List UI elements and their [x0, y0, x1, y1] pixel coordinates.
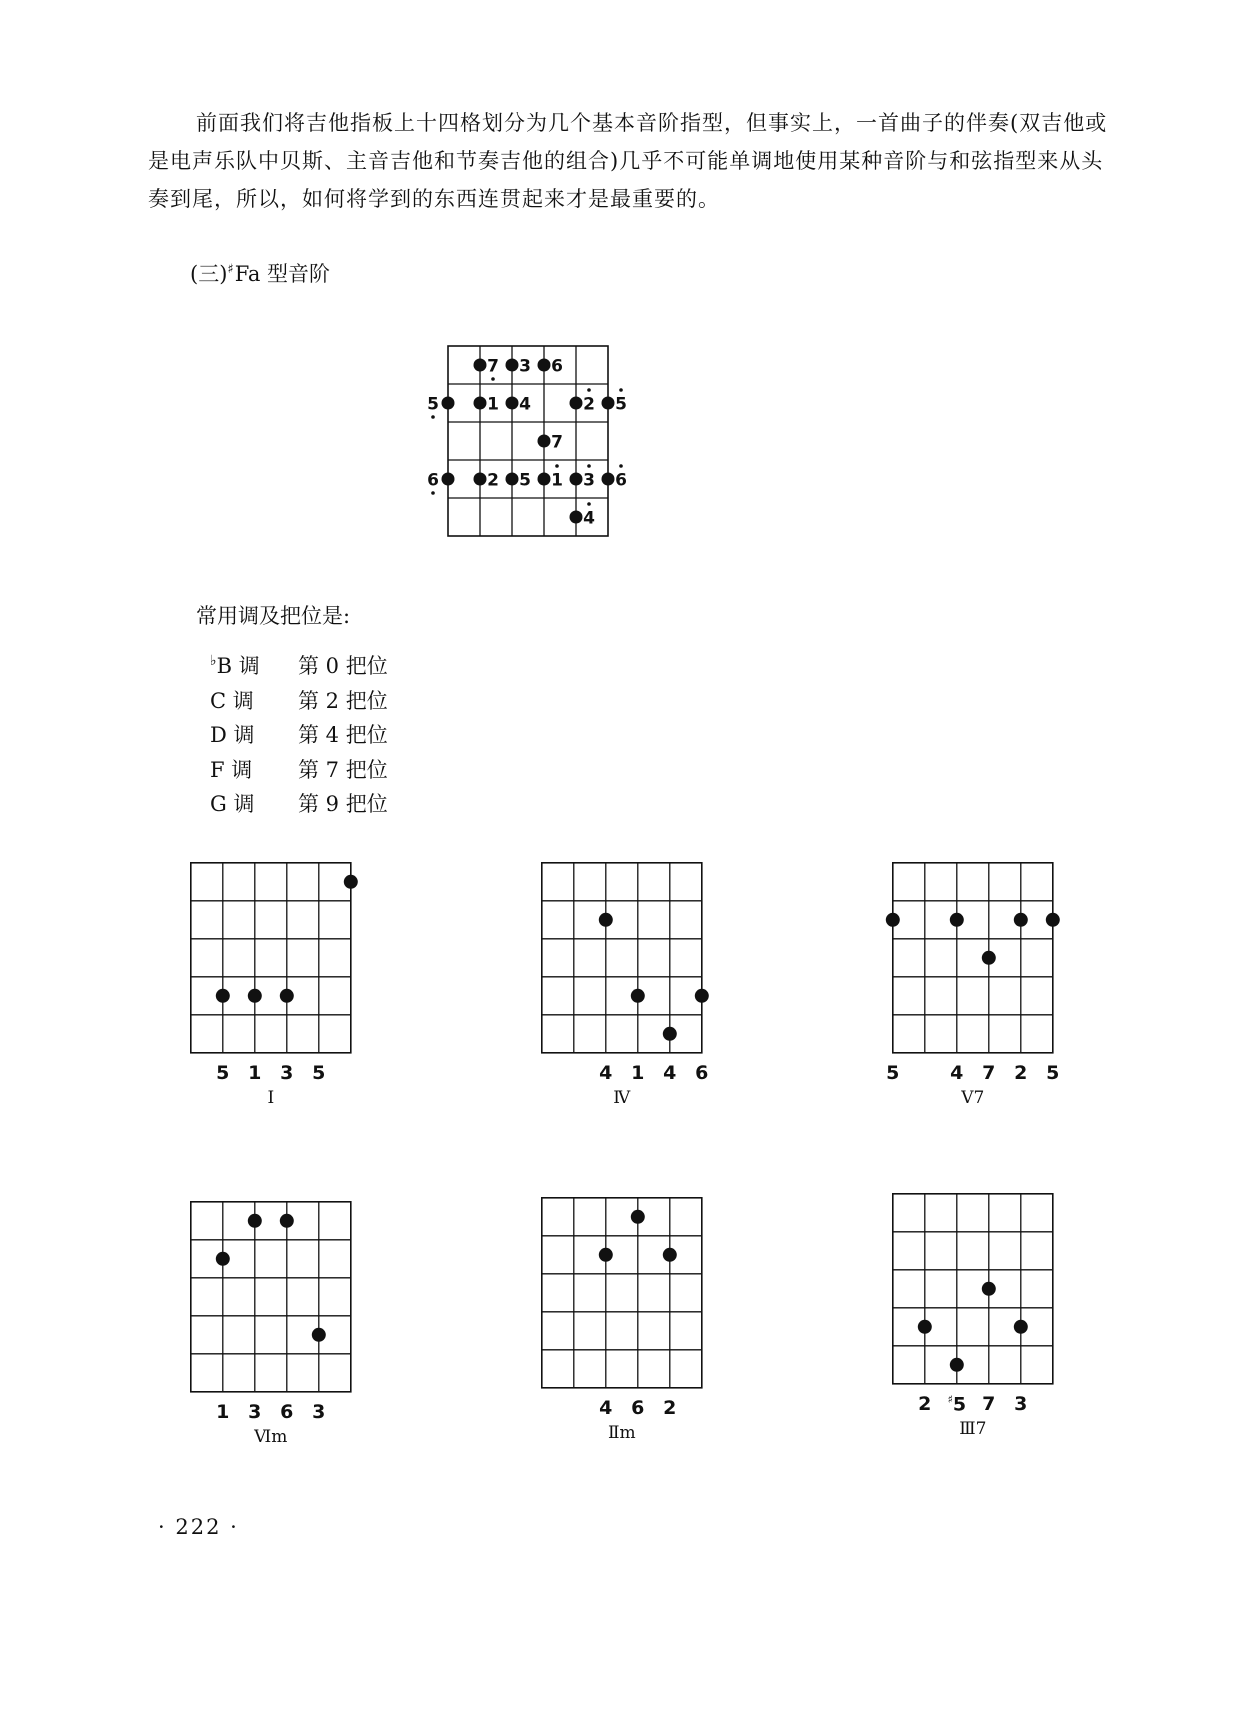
- chord-grid-frame: [191, 863, 351, 1053]
- octave-dot-above: [587, 388, 591, 392]
- chord-finger-dot: [1014, 913, 1028, 927]
- chord-grid-svg: [190, 862, 390, 1062]
- chord-name: V7: [961, 1088, 985, 1108]
- key-name: D 调: [210, 723, 255, 747]
- chord-finger-dot: [312, 1328, 326, 1342]
- scale-note-dot: [506, 397, 519, 410]
- section-title: [190, 258, 330, 288]
- chord-note-number: 1: [216, 1401, 230, 1423]
- chord-name: Ⅳ: [613, 1088, 631, 1108]
- chord-finger-dot: [280, 989, 294, 1003]
- octave-dot-below: [431, 491, 435, 495]
- octave-dot-above: [587, 502, 591, 506]
- chord-grid-svg: [190, 1201, 390, 1401]
- octave-dot-below: [491, 377, 495, 381]
- scale-note-label: 1: [487, 394, 499, 415]
- chord-grid-svg: [541, 862, 741, 1062]
- chord-note-number: 1: [248, 1062, 262, 1084]
- chord-note-number: 6: [695, 1062, 709, 1084]
- scale-note-label: 1: [551, 470, 563, 491]
- page-number: · 222 ·: [158, 1515, 239, 1539]
- chord-finger-dot: [886, 913, 900, 927]
- octave-dot-above: [619, 464, 623, 468]
- chord-finger-dot: [248, 1214, 262, 1228]
- common-keys-title: 常用调及把位是:: [196, 604, 351, 628]
- chord-note-number: 6: [631, 1397, 645, 1419]
- key-position-item: [210, 782, 388, 817]
- chord-finger-dot: [216, 989, 230, 1003]
- intro-paragraph: 前面我们将吉他指板上十四格划分为几个基本音阶指型，但事实上，一首曲子的伴奏(双吉他或是电声乐队中贝斯、主音吉他和节奏吉他的组合)几乎不可能单调地使用某种音阶与和弦指型来从头奏到尾，所以，如何将学到的东西连贯起来才是最重要的。: [148, 111, 1108, 211]
- scale-note-label: 7: [487, 356, 499, 377]
- chord-note-number: 3: [248, 1401, 262, 1423]
- chord-finger-dot: [950, 913, 964, 927]
- scale-note-dot: [506, 359, 519, 372]
- chord-note-number: 2: [918, 1393, 932, 1415]
- chord-note-number: 2: [663, 1397, 677, 1419]
- scale-note-label: 2: [583, 394, 595, 415]
- chord-note-number: 4: [663, 1062, 677, 1084]
- chord-note-number: 2: [1014, 1062, 1028, 1084]
- chord-note-number: 4: [599, 1397, 613, 1419]
- flat-symbol: ♭: [210, 653, 217, 669]
- chord-finger-dot: [280, 1214, 294, 1228]
- octave-dot-above: [619, 388, 623, 392]
- chord-note-number: 5: [886, 1062, 900, 1084]
- chord-note-number: 5: [1046, 1062, 1060, 1084]
- scale-note-dot: [442, 473, 455, 486]
- scale-note-dot: [538, 435, 551, 448]
- chord-grid-svg: [892, 862, 1092, 1062]
- scale-note-dot: [506, 473, 519, 486]
- chord-note-number: 5: [216, 1062, 230, 1084]
- octave-dot-above: [587, 464, 591, 468]
- scale-note-label: 5: [615, 394, 627, 415]
- scale-note-label: 3: [583, 470, 595, 491]
- chord-finger-dot: [982, 951, 996, 965]
- key-name: G 调: [210, 792, 255, 816]
- scale-note-dot: [602, 397, 615, 410]
- chord-finger-dot: [663, 1248, 677, 1262]
- scale-note-label: 6: [427, 470, 439, 491]
- key-position: 第 7 把位: [298, 757, 388, 782]
- chord-name: Ⅲ7: [959, 1419, 987, 1439]
- chord-note-number: 1: [631, 1062, 645, 1084]
- scale-note-dot: [538, 359, 551, 372]
- key-position: 第 2 把位: [298, 688, 388, 713]
- scale-note-dot: [570, 473, 583, 486]
- scale-fingerboard-diagram: [418, 338, 627, 548]
- scale-note-dot: [442, 397, 455, 410]
- sharp-symbol: ♯: [227, 262, 234, 277]
- chord-grid-frame: [893, 863, 1053, 1053]
- scale-note-label: 2: [487, 470, 499, 491]
- chord-finger-dot: [1014, 1320, 1028, 1334]
- key-position: 第 9 把位: [298, 792, 388, 816]
- scale-note-label: 6: [615, 470, 627, 491]
- scale-note-label: 3: [519, 356, 531, 377]
- section-prefix: (三): [190, 262, 228, 286]
- key-position: 第 4 把位: [298, 723, 388, 747]
- chord-note-number: 7: [982, 1393, 996, 1415]
- scale-note-dot: [474, 359, 487, 372]
- chord-note-number: 5: [312, 1062, 326, 1084]
- key-position-item: [210, 679, 388, 714]
- chord-finger-dot: [982, 1282, 996, 1296]
- chord-name: Ⅰ: [267, 1088, 275, 1108]
- chord-finger-dot: [599, 1248, 613, 1262]
- chord-note-number: 3: [280, 1062, 294, 1084]
- chord-grid-frame: [893, 1194, 1053, 1384]
- chord-note-number: 4: [950, 1062, 964, 1084]
- chord-note-number: 3: [312, 1401, 326, 1423]
- scale-note-dot: [570, 397, 583, 410]
- scale-note-label: 4: [519, 394, 531, 415]
- octave-dot-above: [555, 464, 559, 468]
- chord-finger-dot: [216, 1252, 230, 1266]
- chord-finger-dot: [663, 1027, 677, 1041]
- chord-note-number: 4: [599, 1062, 613, 1084]
- scale-note-dot: [570, 511, 583, 524]
- chord-note-number: 6: [280, 1401, 294, 1423]
- chord-finger-dot: [248, 989, 262, 1003]
- chord-name: Ⅵm: [254, 1427, 288, 1447]
- chord-grid-frame: [191, 1202, 351, 1392]
- chord-finger-dot: [950, 1358, 964, 1372]
- scale-note-dot: [474, 397, 487, 410]
- scale-note-dot: [474, 473, 487, 486]
- scale-note-label: 6: [551, 356, 563, 377]
- scale-note-label: 4: [583, 508, 595, 529]
- chord-name: Ⅱm: [607, 1423, 636, 1443]
- chord-grid-svg: [892, 1193, 1092, 1393]
- scale-note-label: 7: [551, 432, 563, 453]
- chord-finger-dot: [631, 1210, 645, 1224]
- chord-note-number: ♯5: [947, 1393, 967, 1416]
- key-position-item: [210, 644, 388, 679]
- key-name: B 调: [216, 654, 260, 678]
- key-position: 第 0 把位: [298, 654, 388, 678]
- chord-note-number: 7: [982, 1062, 996, 1084]
- key-position-item: [210, 748, 388, 783]
- chord-finger-dot: [344, 875, 358, 889]
- chord-finger-dot: [918, 1320, 932, 1334]
- scale-note-label: 5: [519, 470, 531, 491]
- scale-note-dot: [602, 473, 615, 486]
- key-name: C 调: [210, 688, 254, 713]
- chord-grid-frame: [542, 863, 702, 1053]
- chord-grid-svg: [541, 1197, 741, 1397]
- scale-fingerboard-svg: [418, 338, 627, 548]
- chord-finger-dot: [1046, 913, 1060, 927]
- key-name: F 调: [210, 757, 253, 782]
- octave-dot-below: [431, 415, 435, 419]
- chord-grid-frame: [542, 1198, 702, 1388]
- chord-note-number: 3: [1014, 1393, 1028, 1415]
- scale-note-label: 5: [427, 394, 439, 415]
- section-title-text: Fa 型音阶: [234, 262, 331, 286]
- chord-finger-dot: [599, 913, 613, 927]
- key-position-item: [210, 713, 388, 748]
- key-position-list: [210, 644, 388, 817]
- chord-finger-dot: [695, 989, 709, 1003]
- scale-note-dot: [538, 473, 551, 486]
- chord-finger-dot: [631, 989, 645, 1003]
